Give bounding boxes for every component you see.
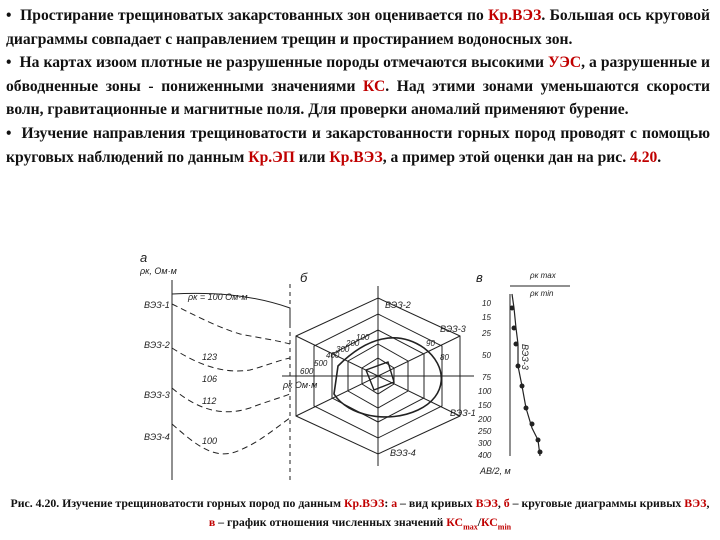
depth-label: 300 bbox=[478, 439, 492, 448]
radial-label-90: 90 bbox=[426, 339, 435, 348]
highlighted-term: КС bbox=[363, 77, 386, 95]
depth-label: 100 bbox=[478, 387, 492, 396]
depth-label: 10 bbox=[482, 299, 491, 308]
panel-a-letter: а bbox=[140, 250, 148, 265]
curve-label-3: ВЭЗ-3 bbox=[144, 390, 170, 400]
depth-label: 75 bbox=[482, 373, 491, 382]
panel-c-header-min: ρк min bbox=[530, 289, 554, 298]
panel-a-curve-4 bbox=[172, 418, 290, 454]
body-text bbox=[6, 4, 710, 169]
paragraph-text: или bbox=[294, 148, 330, 166]
depth-label: 25 bbox=[482, 329, 491, 338]
highlighted-term: УЭС bbox=[548, 54, 582, 72]
paragraph-2 bbox=[6, 51, 710, 122]
paragraph-text: . bbox=[657, 148, 662, 166]
annotation-100: 100 bbox=[202, 436, 218, 446]
panel-c-header-max: ρк max bbox=[530, 271, 556, 280]
paragraph-text: , а разрушенные и обводненные зоны - пониженными значениями bbox=[6, 54, 710, 95]
caption-text: – круговые диаграммы кривых bbox=[509, 496, 685, 510]
caption-text: , bbox=[497, 496, 504, 510]
panel-c-station: ВЭЗ-3 bbox=[520, 344, 530, 370]
highlighted-term: Кр.ВЭЗ bbox=[329, 148, 383, 166]
caption-highlight: Кр.ВЭЗ bbox=[344, 496, 385, 510]
radial-label-100: 100 bbox=[356, 333, 370, 342]
curve-label-1: ВЭЗ-1 bbox=[144, 300, 170, 310]
caption-highlight: min bbox=[497, 522, 512, 532]
panel-c-xlabel: AB/2, м bbox=[480, 466, 511, 476]
caption-text: / bbox=[477, 515, 482, 529]
annotation-rho: ρк = 100 Ом·м bbox=[188, 292, 248, 302]
radial-label-vez1: ВЭЗ-1 bbox=[450, 408, 476, 418]
depth-label: 400 bbox=[478, 451, 492, 460]
panel-c-ratio-line bbox=[512, 294, 540, 456]
radial-label-rho: ρк Ом·м bbox=[283, 380, 318, 390]
panel-c-points bbox=[510, 306, 543, 455]
depth-label: 15 bbox=[482, 313, 491, 322]
radial-label-vez4: ВЭЗ-4 bbox=[390, 448, 416, 458]
radial-label-500: 500 bbox=[314, 359, 328, 368]
depth-label: 200 bbox=[478, 415, 492, 424]
caption-text: – график отношения численных значений bbox=[215, 515, 447, 529]
curve-label-2: ВЭЗ-2 bbox=[144, 340, 170, 350]
paragraph-text: Изучение направления трещиноватости и закарстованности горных пород проводят с помощью круговых наблюдений по данным bbox=[6, 124, 711, 166]
depth-label: 150 bbox=[478, 401, 492, 410]
panel-c-depths bbox=[477, 299, 492, 460]
highlighted-term: Кр.ВЭЗ bbox=[488, 7, 542, 24]
panel-a-ylabel: ρк, Ом·м bbox=[140, 266, 177, 276]
highlighted-term: Кр.ЭП bbox=[248, 148, 295, 166]
paragraph-text: . Большая ось круговой диаграммы совпадает с направлением трещин и простиранием водоносных зон. bbox=[6, 7, 710, 48]
panel-a-curve-2 bbox=[172, 348, 290, 371]
paragraph-text: Простирание трещиноватых закарстованных зон оценивается по bbox=[20, 7, 489, 24]
caption-highlight: КС bbox=[481, 515, 498, 529]
caption-highlight: б bbox=[503, 496, 510, 510]
caption-highlight: а bbox=[391, 496, 398, 510]
paragraph-3 bbox=[6, 122, 710, 169]
radial-label-200: 200 bbox=[346, 339, 360, 348]
radial-diagram bbox=[282, 286, 474, 466]
annotation-106: 106 bbox=[202, 374, 218, 384]
bullet: • bbox=[6, 124, 22, 142]
caption-text: , bbox=[706, 496, 710, 510]
caption-highlight: в bbox=[208, 515, 216, 529]
depth-label: 50 bbox=[482, 351, 491, 360]
panel-a-curve-1b bbox=[172, 304, 290, 344]
paragraph-text: На картах изоом плотные не разрушенные породы отмечаются высокими bbox=[19, 54, 548, 72]
caption-highlight: ВЭЗ bbox=[684, 496, 707, 510]
figure-caption bbox=[6, 494, 714, 536]
caption-text: – вид кривых bbox=[397, 496, 476, 510]
bullet: • bbox=[6, 54, 20, 72]
caption-highlight: ВЭЗ bbox=[475, 496, 498, 510]
highlighted-term: 4.20 bbox=[630, 148, 658, 166]
figure-4-20 bbox=[140, 248, 580, 488]
panel-c-letter: в bbox=[476, 270, 483, 285]
radial-label-600: 600 bbox=[300, 367, 314, 376]
paragraph-text: , а пример этой оценки дан на рис. bbox=[382, 148, 630, 166]
caption-text: : bbox=[384, 496, 392, 510]
radial-label-400: 400 bbox=[326, 351, 340, 360]
panel-a-curve-3 bbox=[172, 388, 290, 412]
paragraph-1 bbox=[6, 4, 710, 51]
depth-label: 250 bbox=[478, 427, 492, 436]
radial-label-300: 300 bbox=[336, 345, 350, 354]
caption-text: Рис. 4.20. Изучение трещиноватости горных пород по данным bbox=[10, 496, 344, 510]
radial-label-vez2: ВЭЗ-2 bbox=[385, 300, 411, 310]
annotation-123: 123 bbox=[202, 352, 218, 362]
radial-label-vez3: ВЭЗ-3 bbox=[440, 324, 466, 334]
annotation-112: 112 bbox=[202, 396, 217, 406]
caption-highlight: КС bbox=[446, 515, 464, 529]
paragraph-text: . Над этими зонами уменьшаются скорости волн, гравитационные и магнитные поля. Для проверки аномалий применяют бурение. bbox=[6, 77, 710, 119]
panel-b-letter: б bbox=[300, 270, 308, 285]
radial-label-80: 80 bbox=[440, 353, 449, 362]
bullet: • bbox=[6, 7, 21, 24]
figure-drawing bbox=[140, 248, 580, 488]
caption-highlight: max bbox=[463, 522, 478, 532]
curve-label-4: ВЭЗ-4 bbox=[144, 432, 170, 442]
